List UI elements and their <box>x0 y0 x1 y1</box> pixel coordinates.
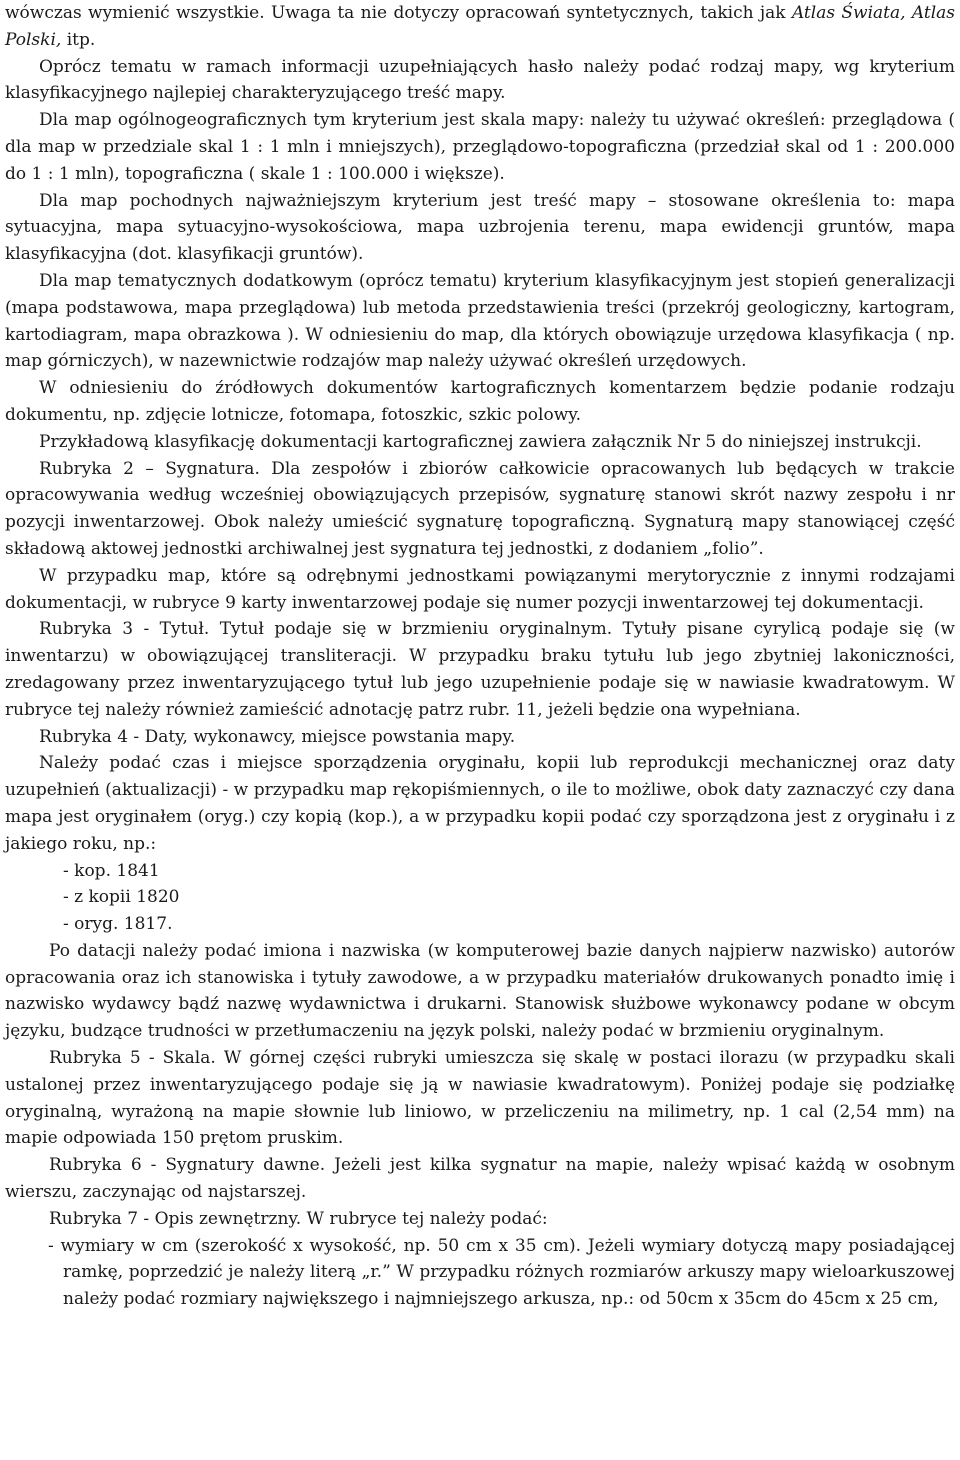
paragraph-text: itp. <box>61 29 96 50</box>
paragraph-map-type: Oprócz tematu w ramach informacji uzupełniających hasło należy podać rodzaj mapy, wg kryterium klasyfikacyjnego najlepiej charakteryzującego treść mapy. <box>5 56 955 104</box>
list-item-dimensions: - wymiary w cm (szerokość x wysokość, np. 50 cm x 35 cm). Jeżeli wymiary dotyczą mapy posiadającej ramkę, poprzedzić je należy literą „r.” W przypadku różnych rozmiarów arkuszy mapy wieloarkuszowej należy podać rozmiary największego i najmniejszego arkusza, np.: od 50cm x 35cm do 45cm x 25 cm, <box>48 1235 955 1310</box>
paragraph-derived-maps: Dla map pochodnych najważniejszym kryterium jest treść mapy – stosowane określenia to: mapa sytuacyjna, mapa sytuacyjno-wysokościowa, mapa uzbrojenia terenu, mapa ewidencji gruntów, mapa klasyfikacyjna (dot. klasyfikacji gruntów). <box>5 190 955 265</box>
paragraph-classification-annex: Przykładową klasyfikację dokumentacji kartograficznej zawiera załącznik Nr 5 do niniejszej instrukcji. <box>39 431 922 452</box>
list-item: - oryg. 1817. <box>63 914 173 935</box>
paragraph-authors: Po datacji należy podać imiona i nazwiska (w komputerowej bazie danych najpierw nazwisko) autorów opracowania oraz ich stanowiska i tytuły zawodowe, a w przypadku materiałów drukowanych ponadto imię i nazwisko wydawcy bądź nazwę wydawnictwa i drukarni. Stanowisk służbowe wykonawcy podane w obcym języku, budzące trudności w przetłumaczeniu na język polski, należy podać w brzmieniu oryginalnym. <box>5 940 955 1042</box>
paragraph-dates: Należy podać czas i miejsce sporządzenia oryginału, kopii lub reprodukcji mechanicznej oraz daty uzupełnień (aktualizacji) - w przypadku map rękopiśmiennych, o ile to możliwe, obok daty zaznaczyć czy dana mapa jest oryginałem (oryg.) czy kopią (kop.), a w przypadku kopii podać czy sporządzona jest z oryginału i z jakiego roku, np.: <box>5 753 955 854</box>
paragraph-continuation <box>5 0 955 54</box>
paragraph-source-documents: W odniesieniu do źródłowych dokumentów kartograficznych komentarzem będzie podanie rodzaju dokumentu, np. zdjęcie lotnicze, fotomapa, fotoszkic, szkic polowy. <box>5 378 955 425</box>
paragraph-text: wówczas wymienić wszystkie. Uwaga ta nie dotyczy opracowań syntetycznych, takich jak <box>5 3 792 23</box>
paragraph-general-maps: Dla map ogólnogeograficznych tym kryterium jest skala mapy: należy tu używać określeń: przeglądowa ( dla map w przedziale skal 1 : 1 mln i mniejszych), przeglądowo-topograficzna (przedział skal od 1 : 200.000 do 1 : 1 mln), topograficzna ( skale 1 : 100.000 i większe). <box>5 110 955 184</box>
heading-rubric-7: Rubryka 7 - Opis zewnętrzny. W rubryce tej należy podać: <box>49 1208 548 1229</box>
paragraph-separate-units: W przypadku map, które są odrębnymi jednostkami powiązanymi merytorycznie z innymi rodzajami dokumentacji, w rubryce 9 karty inwentarzowej podaje się numer pozycji inwentarzowej tej dokumentacji. <box>5 565 955 613</box>
italic-atlas-names: Atlas Świata, Atlas Polski, <box>5 3 955 50</box>
paragraph-rubric-5-scale: Rubryka 5 - Skala. W górnej części rubryki umieszcza się skalę w postaci ilorazu (w przypadku skali ustalonej przez inwentaryzującego podaje się ją w nawiasie kwadratowym). Poniżej podaje się podziałkę oryginalną, wyrażoną na mapie słownie lub liniowo, w przeliczeniu na milimetry, np. 1 cal (2,54 mm) na mapie odpowiada 150 prętom pruskim. <box>5 1048 955 1149</box>
paragraph-thematic-maps: Dla map tematycznych dodatkowym (oprócz tematu) kryterium klasyfikacyjnym jest stopień generalizacji (mapa podstawowa, mapa przeglądowa) lub metoda przedstawienia treści (przekrój geologiczny, kartogram, kartodiagram, mapa obrazkowa ). W odniesieniu do map, dla których obowiązuje urzędowa klasyfikacja ( np. map górniczych), w nazewnictwie rodzajów map należy używać określeń urzędowych. <box>5 270 955 372</box>
heading-rubric-4: Rubryka 4 - Daty, wykonawcy, miejsce powstania mapy. <box>39 726 516 747</box>
paragraph-rubric-3-title: Rubryka 3 - Tytuł. Tytuł podaje się w brzmieniu oryginalnym. Tytuły pisane cyrylicą podaje się (w inwentarzu) w obowiązującej transliteracji. W przypadku braku tytułu lub jego zbytniej lakoniczności, zredagowany przez inwentaryzującego tytuł lub jego uzupełnienie podaje się w nawiasie kwadratowym. W rubryce tej należy również zamieścić adnotację patrz rubr. 11, jeżeli będzie ona wypełniana. <box>5 619 955 720</box>
paragraph-rubric-6-old-signatures: Rubryka 6 - Sygnatury dawne. Jeżeli jest kilka sygnatur na mapie, należy wpisać każdą w osobnym wierszu, zaczynając od najstarszej. <box>5 1155 955 1203</box>
list-item: - z kopii 1820 <box>63 887 180 908</box>
paragraph-rubric-2-signature: Rubryka 2 – Sygnatura. Dla zespołów i zbiorów całkowicie opracowanych lub będących w trakcie opracowywania według wcześniej obowiązujących przepisów, sygnaturę stanowi skrót nazwy zespołu i nr pozycji inwentarzowej. Obok należy umieścić sygnaturę topograficzną. Sygnaturą mapy stanowiącej część składową aktowej jednostki archiwalnej jest sygnatura tej jednostki, z dodaniem „folio”. <box>5 458 955 559</box>
list-item: - kop. 1841 <box>63 860 160 881</box>
